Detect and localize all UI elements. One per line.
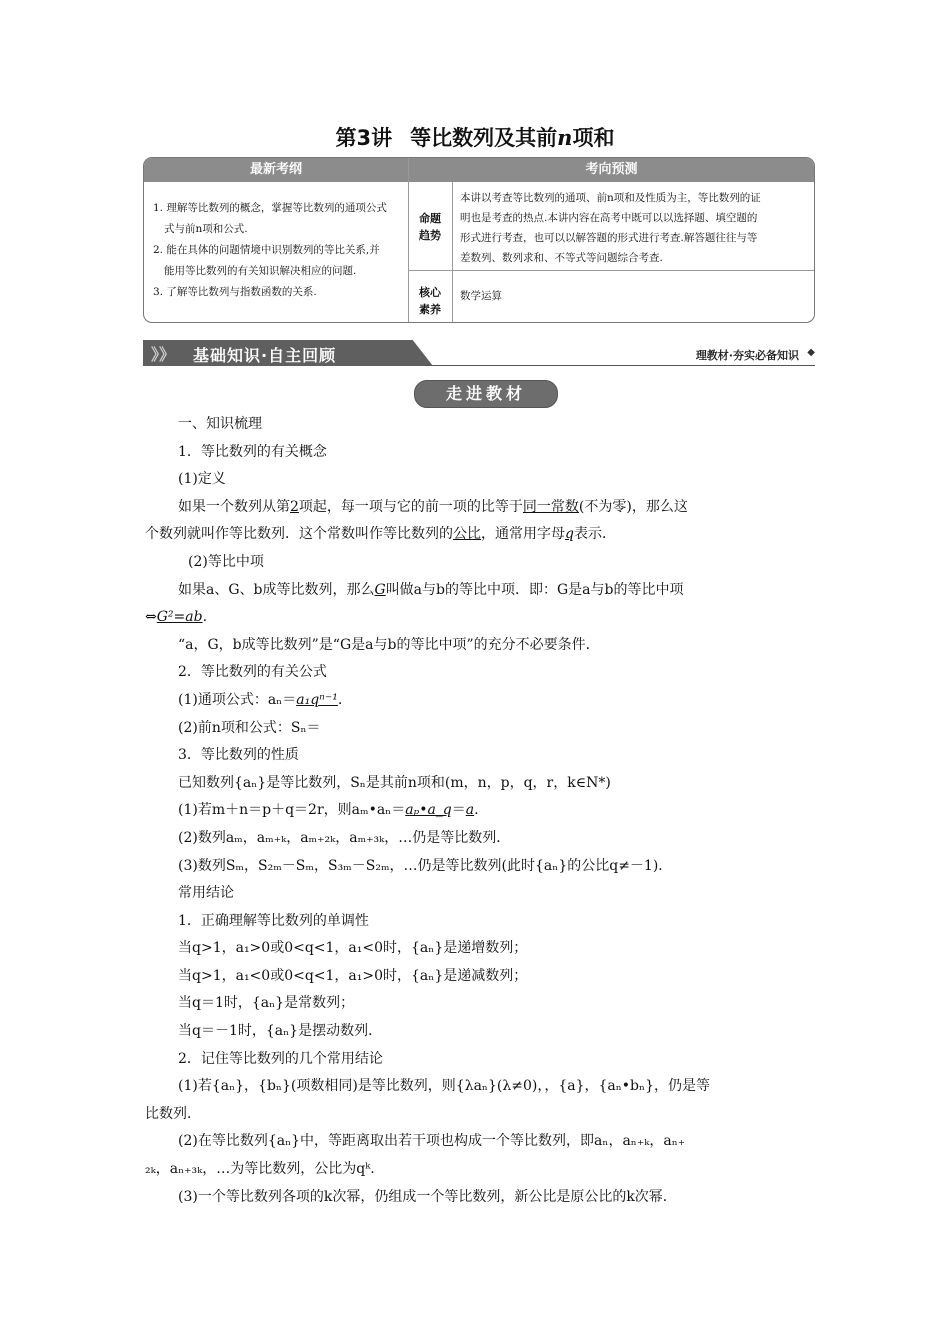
content-line: 常用结论 [178, 885, 234, 902]
content-line: 2．等比数列的有关公式 [178, 664, 327, 681]
text-span: 个数列就叫作等比数列．这个常数叫作等比数列的 [145, 526, 453, 543]
core-label [409, 284, 451, 318]
blank-answer: a₁qⁿ⁻¹ [296, 691, 338, 708]
text-span: (1)通项公式：aₙ＝ [178, 691, 297, 708]
page-title [0, 122, 950, 152]
content-line: 已知数列{aₙ}是等比数列，Sₙ是其前n项和(m，n，p，q，r，k∈N*) [178, 774, 611, 791]
core-label-line: 核心 [419, 286, 441, 299]
trend-line: 本讲以考查等比数列的通项、前n项和及性质为主，等比数列的证 [460, 192, 761, 204]
text-span: 表示． [573, 526, 616, 543]
content-line [145, 604, 807, 632]
requirement-item: 能用等比数列的有关知识解决相应的问题. [164, 265, 357, 277]
content-line: (3)数列Sₘ，S₂ₘ－Sₘ，S₃ₘ－S₂ₘ，…仍是等比数列(此时{aₙ}的公比q≠－1)． [178, 857, 673, 874]
content-line: 当q＝－1时，{aₙ}是摆动数列． [178, 1023, 383, 1040]
content-line: (2)前n项和公式：Sₙ＝ [178, 719, 321, 736]
trend-label-line: 命题 [419, 212, 441, 225]
blank-answer: a [465, 802, 475, 819]
content-line: (2)等比中项 [188, 553, 264, 570]
syllabus-requirements [153, 198, 401, 303]
trend-description [460, 188, 806, 268]
text-span: ，通常用字母 [481, 526, 565, 543]
title-text-prefix: 等比数列及其前 [410, 126, 558, 150]
content-line: 1．正确理解等比数列的单调性 [178, 912, 369, 929]
banner-subtitle: 理教材·夯实必备知识 [695, 349, 799, 362]
banner-title: 基础知识·自主回顾 [193, 346, 337, 365]
content-line: (1)若{aₙ}，{bₙ}(项数相同)是等比数列，则{λaₙ}(λ≠0)，，{a}，{aₙ•bₙ}，仍是等 [178, 1078, 710, 1095]
blank-answer: q [565, 526, 574, 543]
trend-line: 形式进行考查，也可以以解答题的形式进行考查.解答题往往与等 [460, 232, 758, 244]
title-variable: n [557, 125, 573, 150]
blank-answer: 2 [290, 498, 299, 515]
text-span: . [202, 609, 208, 626]
section-banner [143, 338, 815, 368]
content-line: 2．记住等比数列的几个常用结论 [178, 1050, 383, 1067]
requirement-item: 2. 能在具体的问题情境中识别数列的等比关系,并 [153, 244, 380, 256]
content-line [145, 577, 807, 605]
syllabus-left-header: 最新考纲 [144, 158, 408, 182]
diamond-icon: ◆ [807, 347, 815, 358]
table-inner-divider [452, 182, 453, 322]
blank-answer: aₚ•a_q [405, 802, 452, 819]
table-row-divider [409, 270, 814, 271]
blank-answer: G [374, 581, 386, 598]
blank-answer: 同一常数 [522, 498, 579, 515]
content-line: (3)一个等比数列各项的k次幂，仍组成一个等比数列，新公比是原公比的k次幂． [178, 1188, 677, 1205]
text-span: (1)若m＋n＝p＋q＝2r，则aₘ•aₙ＝ [178, 802, 406, 819]
content-line: 一、知识梳理 [178, 416, 262, 432]
content-line: (2)在等比数列{aₙ}中，等距离取出若干项也构成一个等比数列，即aₙ，aₙ₊ₖ，aₙ₊ [178, 1133, 686, 1150]
content-line [145, 521, 807, 549]
blank-answer: G²=ab [156, 609, 203, 626]
requirement-item: 3. 了解等比数列与指数函数的关系. [153, 286, 317, 298]
content-line [145, 687, 807, 715]
content-line: 当q>1，a₁<0或0<q<1，a₁>0时，{aₙ}是递减数列； [178, 967, 528, 984]
requirement-item: 式与前n项和公式. [164, 223, 248, 235]
lecture-number: 第3讲 [335, 126, 393, 150]
core-value: 数学运算 [460, 290, 502, 302]
text-span: ⇔ [145, 609, 157, 626]
content-line [145, 494, 807, 522]
text-span: 如果一个数列从第 [178, 498, 290, 515]
content-line: ₂ₖ，aₙ₊₃ₖ，…为等比数列，公比为qᵏ. [145, 1161, 375, 1178]
core-label-line: 素养 [419, 303, 441, 316]
content-line: (1)定义 [178, 471, 226, 488]
syllabus-table [143, 157, 815, 323]
syllabus-right-header: 考向预测 [409, 158, 814, 182]
text-span: 叫做a与b的等比中项．即：G是a与b的等比中项 [385, 581, 684, 598]
content-line: (2)数列aₘ，aₘ₊ₖ，aₘ₊₂ₖ，aₘ₊₃ₖ，…仍是等比数列． [178, 829, 511, 846]
trend-label-line: 趋势 [419, 229, 441, 242]
banner-rule [425, 365, 815, 366]
content-line: “a，G，b成等比数列”是“G是a与b的等比中项”的充分不必要条件． [178, 636, 600, 653]
text-span: . [337, 691, 343, 708]
text-span: . [474, 802, 479, 819]
content-body [145, 411, 807, 1211]
trend-line: 差数列、数列求和、不等式等问题综合考查. [460, 252, 663, 264]
content-line: 当q＝1时，{aₙ}是常数列； [178, 995, 355, 1012]
text-span: 如果a、G、b成等比数列，那么 [178, 581, 375, 598]
trend-label [409, 210, 451, 244]
content-line: 1．等比数列的有关概念 [178, 443, 327, 460]
blank-answer: 公比 [453, 526, 481, 543]
content-line: 比数列． [145, 1105, 201, 1122]
content-line: 当q>1，a₁>0或0<q<1，a₁<0时，{aₙ}是递增数列； [178, 940, 528, 957]
content-line [145, 797, 807, 825]
text-span: ＝ [451, 802, 466, 819]
requirement-item: 1. 理解等比数列的概念，掌握等比数列的通项公式 [153, 202, 387, 214]
text-span: (不为零)，那么这 [578, 498, 688, 515]
chevron-icon: 》》 [151, 345, 176, 364]
text-span: 项起，每一项与它的前一项的比等于 [298, 498, 523, 515]
subsection-heading: 走进教材 [414, 380, 558, 408]
trend-line: 明也是考查的热点.本讲内容在高考中既可以以选择题、填空题的 [460, 212, 758, 224]
content-line: 3．等比数列的性质 [178, 747, 299, 764]
title-text-suffix: 项和 [572, 126, 615, 150]
